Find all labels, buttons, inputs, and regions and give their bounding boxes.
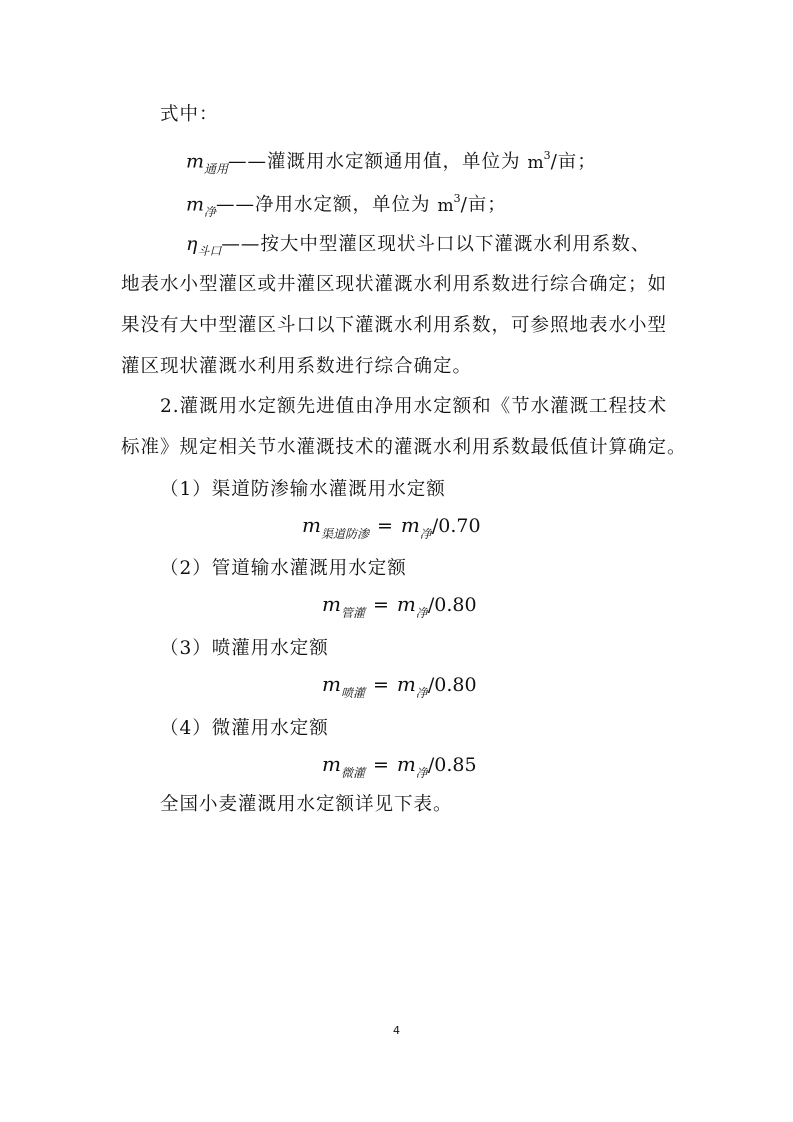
- formula-lhs-symbol: m: [322, 672, 341, 696]
- item-label: （2）管道输水灌溉用水定额: [160, 558, 407, 579]
- formula-lhs-subscript: 微灌: [340, 766, 365, 780]
- item-label: （1）渠道防渗输水灌溉用水定额: [160, 479, 446, 500]
- definition-text: ——灌溉用水定额通用值，单位为: [228, 151, 528, 173]
- item-label: （4）微灌用水定额: [160, 718, 329, 739]
- item-label: （3）喷灌用水定额: [160, 638, 329, 659]
- symbol: m: [186, 150, 205, 173]
- equals-sign: =: [372, 594, 389, 616]
- unit-base: m: [527, 152, 544, 173]
- paragraph-line: 果没有大中型灌区斗口以下灌溉水利用系数，可参照地表水小型: [121, 315, 668, 336]
- formula-lhs-subscript: 渠道防渗: [320, 527, 369, 541]
- definition-m-net: [186, 189, 507, 219]
- unit-tail: /亩；: [550, 151, 597, 173]
- formula-rhs-subscript: 净: [415, 606, 428, 620]
- formula-divisor: /0.80: [427, 594, 477, 616]
- symbol-subscript: 斗口: [197, 244, 222, 258]
- unit: [437, 192, 461, 216]
- paragraph-line: 标准》规定相关节水灌溉技术的灌溉水利用系数最低值计算确定。: [121, 437, 687, 458]
- equals-sign: =: [372, 674, 389, 696]
- equals-sign: =: [376, 515, 393, 537]
- definition-m-general: [186, 146, 597, 176]
- formula-divisor: /0.85: [427, 754, 477, 776]
- paragraph-line: 地表水小型灌区或井灌区现状灌溉水利用系数进行综合确定；如: [121, 274, 668, 295]
- intro-text: 式中：: [160, 104, 219, 125]
- formula-lhs-subscript: 喷灌: [340, 686, 365, 700]
- paragraph-line: 2.灌溉用水定额先进值由净用水定额和《节水灌溉工程技术: [160, 396, 668, 417]
- formula: [322, 592, 477, 619]
- unit-exponent: 3: [543, 149, 551, 162]
- formula-divisor: /0.80: [427, 674, 477, 696]
- paragraph-line: 灌区现状灌溉水利用系数进行综合确定。: [121, 356, 473, 377]
- symbol-subscript: 净: [204, 204, 217, 219]
- formula-rhs-symbol: m: [396, 752, 416, 776]
- formula-rhs-symbol: m: [396, 592, 416, 616]
- definition-eta: [186, 232, 650, 258]
- equals-sign: =: [372, 754, 389, 776]
- symbol: η: [186, 233, 198, 255]
- formula-rhs-subscript: 净: [415, 766, 428, 780]
- symbol-subscript: 通用: [204, 161, 229, 176]
- formula: [322, 752, 477, 779]
- formula-rhs-symbol: m: [400, 513, 420, 537]
- formula-lhs-symbol: m: [322, 592, 341, 616]
- formula-rhs-symbol: m: [396, 672, 416, 696]
- formula-rhs-subscript: 净: [415, 686, 428, 700]
- formula-rhs-subscript: 净: [419, 527, 432, 541]
- unit-tail: /亩；: [460, 194, 507, 216]
- formula-divisor: /0.70: [431, 515, 481, 537]
- formula-lhs-subscript: 管灌: [340, 606, 365, 620]
- unit-exponent: 3: [453, 192, 461, 205]
- page-number: 4: [393, 1024, 400, 1037]
- definition-text: ——按大中型灌区现状斗口以下灌溉水利用系数、: [221, 234, 651, 255]
- formula-lhs-symbol: m: [322, 752, 341, 776]
- closing-text: 全国小麦灌溉用水定额详见下表。: [160, 794, 453, 815]
- definition-text: ——净用水定额，单位为: [216, 194, 438, 216]
- formula: [302, 513, 481, 540]
- unit-base: m: [437, 195, 454, 216]
- formula-lhs-symbol: m: [302, 513, 321, 537]
- symbol: m: [186, 193, 205, 216]
- formula: [322, 672, 477, 699]
- unit: [527, 149, 551, 173]
